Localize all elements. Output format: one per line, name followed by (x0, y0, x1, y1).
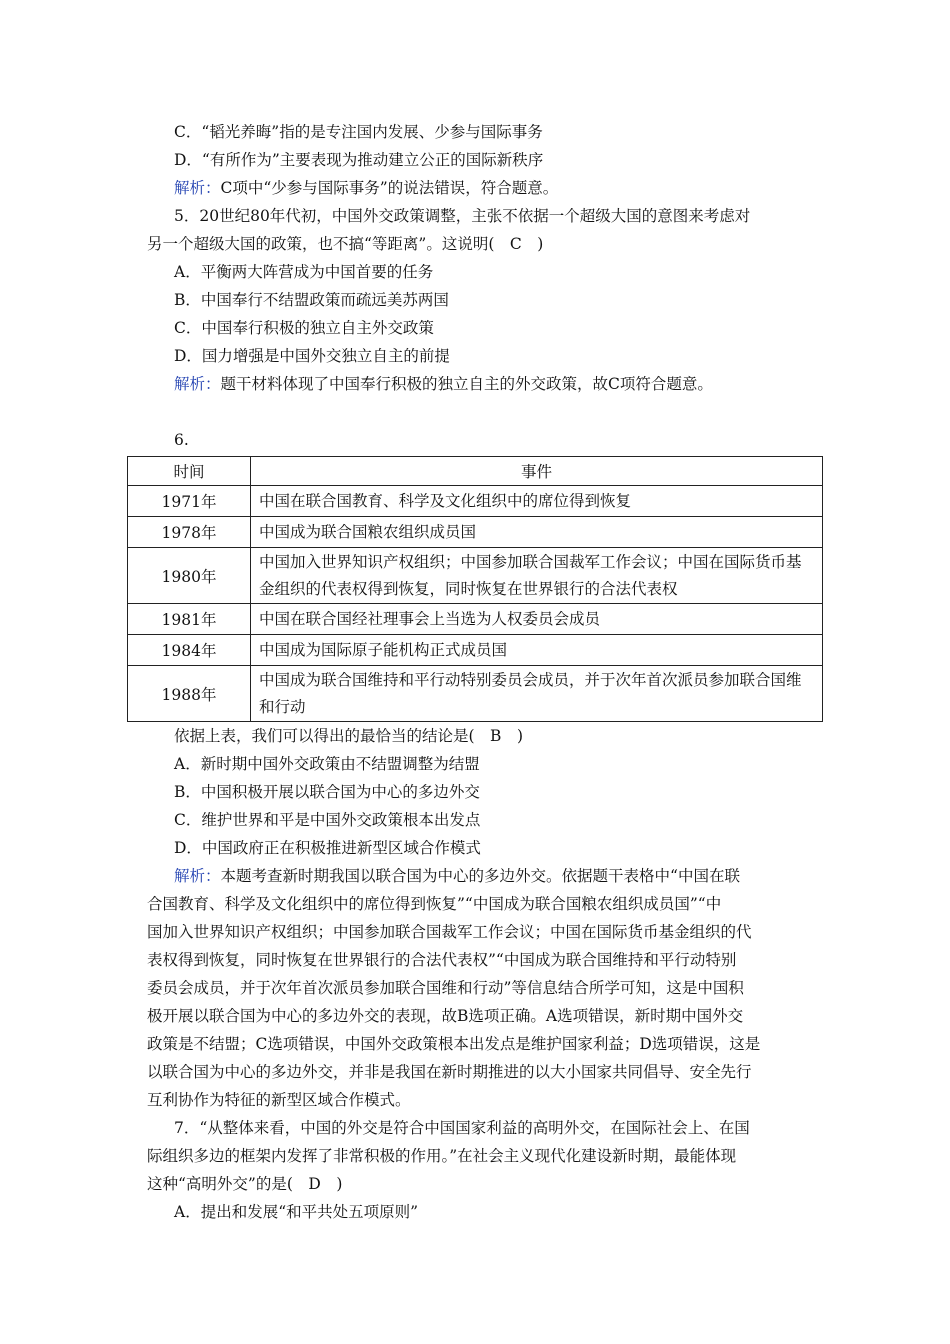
analysis-q6-line5: 委员会成员，并于次年首次派员参加联合国维和行动”等信息结合所学可知，这是中国积 (147, 979, 744, 997)
table-row (128, 604, 823, 635)
table-row (128, 517, 823, 548)
option-b-q5: B．中国奉行不结盟政策而疏远美苏两国 (174, 291, 449, 309)
analysis-q6-line8: 以联合国为中心的多边外交，并非是我国在新时期推进的以大小国家共同倡导、安全先行 (147, 1063, 752, 1081)
row-event: 中国在联合国经社理事会上当选为人权委员会成员 (251, 604, 823, 635)
question-7-line3: 这种“高明外交”的是( D ) (147, 1175, 343, 1193)
question-6-number: 6. (174, 431, 189, 449)
analysis-q5: 解析：题干材料体现了中国奉行积极的独立自主的外交政策，故C项符合题意。 (174, 375, 713, 393)
table-header-row (128, 457, 823, 486)
table-row (128, 635, 823, 666)
option-c-q6: C．维护世界和平是中国外交政策根本出发点 (174, 811, 481, 829)
header-event: 事件 (251, 457, 823, 486)
row-event: 中国成为联合国维持和平行动特别委员会成员，并于次年首次派员参加联合国维和行动 (251, 666, 823, 722)
question-5-line2: 另一个超级大国的政策，也不搞“等距离”。这说明( C ) (147, 235, 544, 253)
row-event: 中国成为国际原子能机构正式成员国 (251, 635, 823, 666)
table-row (128, 666, 823, 722)
row-event: 中国成为联合国粮农组织成员国 (251, 517, 823, 548)
table-row (128, 486, 823, 517)
option-c-q4: C．“韬光养晦”指的是专注国内发展、少参与国际事务 (174, 123, 543, 141)
row-year: 1978年 (128, 517, 251, 548)
analysis-q6-line6: 极开展以联合国为中心的多边外交的表现，故B选项正确。A选项错误，新时期中国外交 (147, 1007, 744, 1025)
option-a-q5: A．平衡两大阵营成为中国首要的任务 (174, 263, 434, 281)
analysis-q6-line3: 国加入世界知识产权组织；中国参加联合国裁军工作会议；中国在国际货币基金组织的代 (147, 923, 752, 941)
row-year: 1980年 (128, 548, 251, 604)
question-7-line2: 际组织多边的框架内发挥了非常积极的作用。”在社会主义现代化建设新时期，最能体现 (147, 1147, 737, 1165)
option-d-q5: D．国力增强是中国外交独立自主的前提 (174, 347, 450, 365)
option-d-q4: D．“有所作为”主要表现为推动建立公正的国际新秩序 (174, 151, 544, 169)
row-year: 1971年 (128, 486, 251, 517)
question-6-stem: 依据上表，我们可以得出的最恰当的结论是( B ) (174, 727, 523, 745)
option-a-q6: A．新时期中国外交政策由不结盟调整为结盟 (174, 755, 480, 773)
analysis-q6-line7: 政策是不结盟；C选项错误，中国外交政策根本出发点是维护国家利益；D选项错误，这是 (147, 1035, 761, 1053)
option-b-q6: B．中国积极开展以联合国为中心的多边外交 (174, 783, 480, 801)
option-c-q5: C．中国奉行积极的独立自主外交政策 (174, 319, 434, 337)
table-row (128, 548, 823, 604)
analysis-q6-line4: 表权得到恢复，同时恢复在世界银行的合法代表权”“中国成为联合国维持和平行动特别 (147, 951, 737, 969)
row-event: 中国加入世界知识产权组织；中国参加联合国裁军工作会议；中国在国际货币基金组织的代表权得到恢复，同时恢复在世界银行的合法代表权 (251, 548, 823, 604)
analysis-label: 解析： (174, 867, 221, 885)
row-year: 1984年 (128, 635, 251, 666)
option-a-q7: A．提出和发展“和平共处五项原则” (174, 1203, 419, 1221)
analysis-label: 解析： (174, 375, 221, 393)
analysis-q4: 解析：C项中“少参与国际事务”的说法错误，符合题意。 (174, 179, 559, 197)
header-time: 时间 (128, 457, 251, 486)
option-d-q6: D．中国政府正在积极推进新型区域合作模式 (174, 839, 481, 857)
question-5-line1: 5．20世纪80年代初，中国外交政策调整，主张不依据一个超级大国的意图来考虑对 (174, 207, 751, 225)
analysis-q6-line1: 解析：本题考查新时期我国以联合国为中心的多边外交。依据题干表格中“中国在联 (174, 867, 740, 885)
row-year: 1981年 (128, 604, 251, 635)
row-year: 1988年 (128, 666, 251, 722)
events-table (127, 456, 823, 722)
row-event: 中国在联合国教育、科学及文化组织中的席位得到恢复 (251, 486, 823, 517)
analysis-label: 解析： (174, 179, 221, 197)
analysis-q6-line2: 合国教育、科学及文化组织中的席位得到恢复”“中国成为联合国粮农组织成员国”“中 (147, 895, 722, 913)
question-7-line1: 7．“从整体来看，中国的外交是符合中国国家利益的高明外交，在国际社会上、在国 (174, 1119, 750, 1137)
analysis-q6-line9: 互利协作为特征的新型区域合作模式。 (147, 1091, 411, 1109)
